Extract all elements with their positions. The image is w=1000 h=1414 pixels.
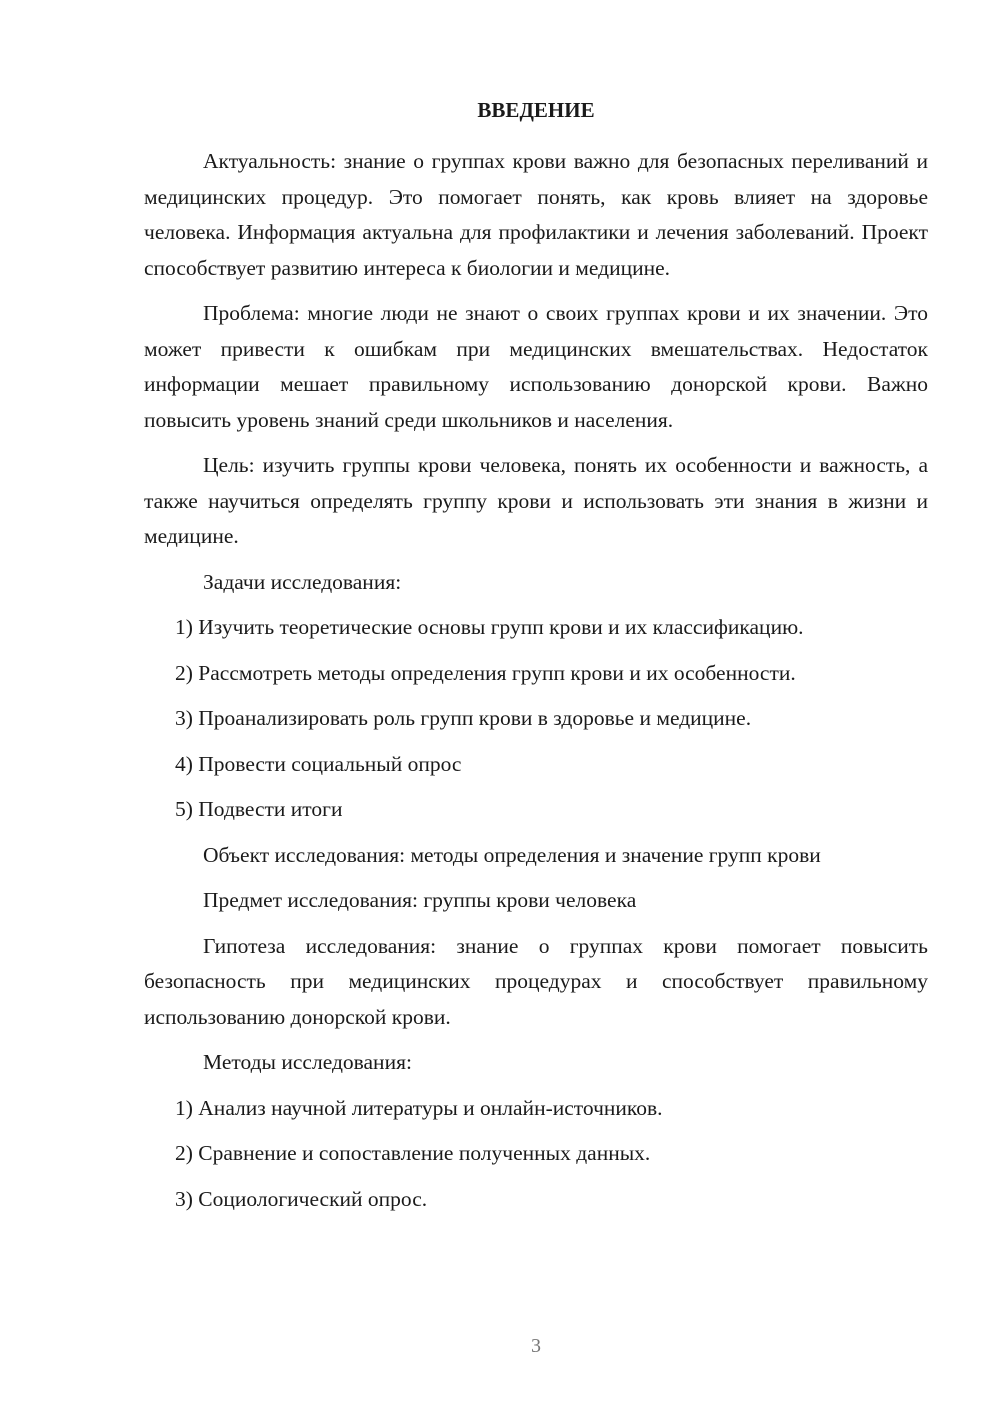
methods-heading: Методы исследования: — [203, 1050, 412, 1074]
list-item-task-5: 5) Подвести итоги — [175, 797, 343, 821]
list-item-method-2: 2) Сравнение и сопоставление полученных данных. — [175, 1141, 651, 1165]
list-item-method-3: 3) Социологический опрос. — [175, 1186, 428, 1211]
list-item-method-1: 1) Анализ научной литературы и онлайн-источников. — [175, 1095, 663, 1120]
page-title: ВВЕДЕНИЕ — [477, 98, 595, 122]
problem-paragraph: Проблема: многие люди не знают о своих группах крови и их значении. Это может привести к ошибкам при медицинских вмешательствах. Недостаток информации мешает правильному использованию донорской крови. Важно повысить уровень знаний среди школьников и населения. — [144, 301, 928, 432]
research-subject: Предмет исследования: группы крови человека — [203, 888, 637, 912]
relevance-paragraph: Актуальность: знание о группах крови важно для безопасных переливаний и медицинских процедур. Это помогает понять, как кровь влияет на здоровье человека. Информация актуальна для профилактики и лечения заболеваний. Проект способствует развитию интереса к биологии и медицине. — [144, 149, 928, 280]
research-object: Объект исследования: методы определения и значение групп крови — [203, 842, 821, 867]
list-item-task-2: 2) Рассмотреть методы определения групп крови и их особенности. — [175, 660, 796, 685]
tasks-heading: Задачи исследования: — [203, 569, 402, 594]
hypothesis-paragraph: Гипотеза исследования: знание о группах крови помогает повысить безопасность при медицинских процедурах и способствует правильному использованию донорской крови. — [144, 933, 928, 1029]
list-item-task-1: 1) Изучить теоретические основы групп крови и их классификацию. — [175, 615, 804, 639]
list-item-task-3: 3) Проанализировать роль групп крови в здоровье и медицине. — [175, 706, 752, 730]
page-content — [144, 96, 928, 1227]
goal-paragraph: Цель: изучить группы крови человека, понять их особенности и важность, а также научиться определять группу крови и использовать эти знания в жизни и медицине. — [144, 453, 928, 548]
list-item-task-4: 4) Провести социальный опрос — [175, 751, 462, 776]
page-number: 3 — [531, 1335, 541, 1357]
